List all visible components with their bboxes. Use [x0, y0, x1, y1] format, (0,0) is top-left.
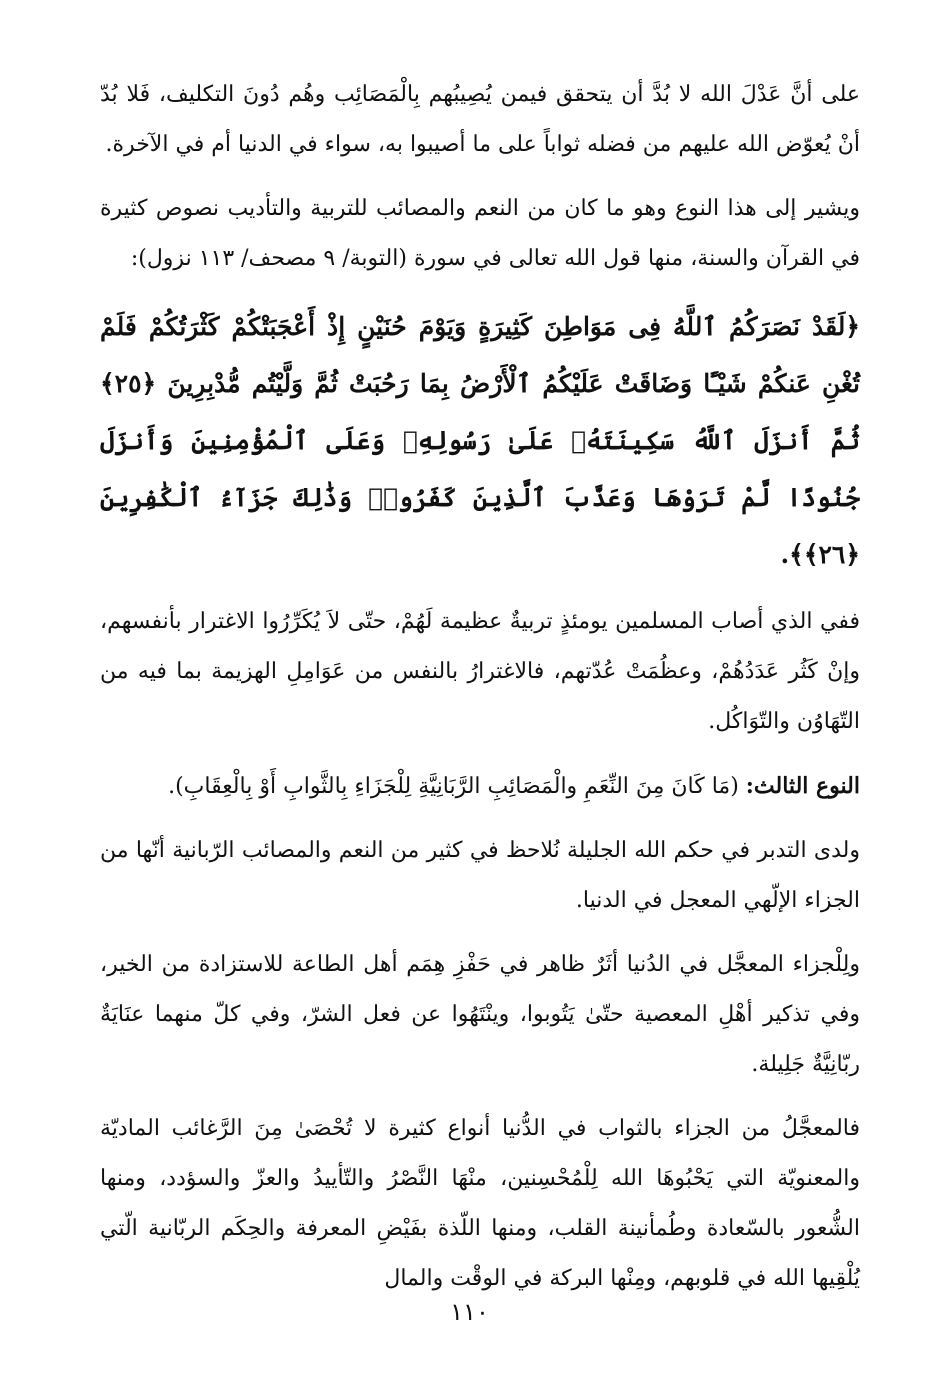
page-body [100, 70, 860, 1318]
paragraph-hastened-recompense: ولِلْجزاء المعجَّل في الدُنيا أثَرٌ ظاهر في حَفْزِ هِمَم أهل الطاعة للاستزادة من الخير، وفي تذكير أهْلِ المعصية حتّىٰ يَتُوبوا، وينْتَهُوا عن فعل الشرّ، وفي كلّ منهما عنَايَةٌ ربّانِيَّةٌ جَلِيلة. [100, 952, 860, 1077]
section-heading-third-type [100, 761, 860, 812]
heading-text: (مَا كَانَ مِنَ النِّعَمِ والْمَصَائِبِ الرَّبَانِيَّةِ لِلْجَزَاءِ بِالثَّوابِ أَوْ بِالْعِقَابِ). [168, 774, 746, 799]
quran-verse: ﴿لَقَدْ نَصَرَكُمُ ٱللَّهُ فِى مَوَاطِنَ كَثِيرَةٍ وَيَوْمَ حُنَيْنٍ إِذْ أَعْجَبَتْكُمْ كَثْرَتُكُمْ فَلَمْ تُغْنِ عَنكُمْ شَيْـًٔا وَضَاقَتْ عَلَيْكُمُ ٱلْأَرْضُ بِمَا رَحُبَتْ ثُمَّ وَلَّيْتُم مُّدْبِرِينَ ﴿٢٥﴾ ثُمَّ أَنزَلَ ٱللَّهُ سَكِينَتَهُۥ عَلَىٰ رَسُولِهِۦ وَعَلَى ٱلْمُؤْمِنِينَ وَأَنزَلَ جُنُودًا لَّمْ تَرَوْهَا وَعَذَّبَ ٱلَّذِينَ كَفَرُوا۟ وَذَٰلِكَ جَزَآءُ ٱلْكَٰفِرِينَ ﴿٢٦﴾﴾. [100, 312, 860, 569]
paragraph-divine-reward: ولدى التدبر في حكم الله الجليلة نُلاحظ في كثير من النعم والمصائب الرّبانية أنّها من الجزاء الإلّهي المعجل في الدنيا. [100, 838, 860, 913]
page-number: ١١٠ [450, 1298, 489, 1326]
paragraph-nurture-discipline: ويشير إلى هذا النوع وهو ما كان من النعم والمصائب للتربية والتأديب نصوص كثيرة في القرآن والسنة، منها قول الله تعالى في سورة (التوبة/ ٩ مصحف/ ١١٣ نزول): [100, 196, 860, 271]
paragraph-battle-lesson: ففي الذي أصاب المسلمين يومئذٍ تربيةٌ عظيمة لَهُمْ، حتّى لاَ يُكَرِّرُوا الاغترار بأنفسهم، وإنْ كَثُر عَدَدُهُمْ، وعظُمَتْ عُدّتهم، فالاغترارُ بالنفس من عَوَامِلِ الهزيمة بما فيه من التّهَاوُن والتّوَاكُل. [100, 609, 860, 734]
paragraph-kinds-of-reward: فالمعجَّلُ من الجزاء بالثواب في الدُّنيا أنواع كثيرة لا تُحْصَىٰ مِنَ الرَّغائب الماديّة والمعنويّة التي يَحْبُوهَا الله لِلْمُحْسِنين، منْهَا النَّصْرُ والتّأييدُ والعزّ والسؤدد، ومنها الشُّعور بالسّعادة وطُمأنينة القلب، ومنها اللّذة بفَيْضِ المعرفة والحِكَم الربّانية الّتي يُلْقِيها الله في قلوبهم، ومِنْها البركة في الوقْت والمال [100, 1116, 861, 1291]
heading-label: النوع الثالث: [745, 773, 860, 799]
paragraph-justice-compensation: على أنَّ عَدْلَ الله لا بُدَّ أن يتحقق فيمن يُصِيبُهم بِالْمَصَائِب وهُم دُونَ التكليف، فَلا بُدّ أنْ يُعوّض الله عليهم من فضله ثواباً على ما أصيبوا به، سواء في الدنيا أم في الآخرة. [100, 82, 860, 157]
